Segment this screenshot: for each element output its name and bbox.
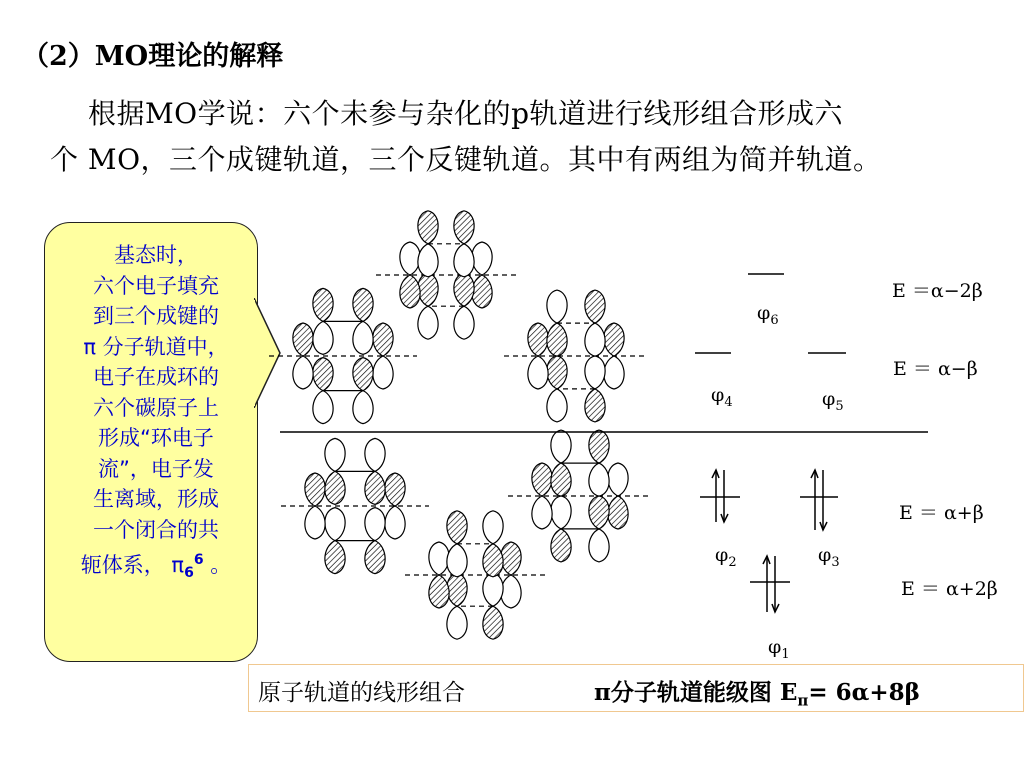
p-orbital-lobe — [589, 463, 609, 496]
mo-drawings — [269, 211, 652, 639]
p-orbital-lobe — [589, 529, 609, 562]
p-orbital-lobe — [353, 358, 373, 391]
p-orbital-lobe — [373, 356, 393, 389]
energy-label-antibonding: E ＝ α−β — [893, 358, 978, 380]
p-orbital-lobe — [293, 356, 313, 389]
callout-line: 六个碳原子上 — [93, 395, 219, 420]
callout-line: π 分子轨道中， — [83, 334, 229, 359]
p-orbital-lobe — [472, 275, 492, 308]
callout-line: 流”，电子发 — [98, 456, 214, 481]
p-orbital-lobe — [454, 306, 474, 339]
p-orbital-lobe — [501, 575, 521, 608]
mo-phi3-ring — [504, 290, 648, 422]
phi6-label: $\varphi_6$ — [757, 302, 779, 328]
caption-left: 原子轨道的线形组合 — [258, 680, 465, 706]
p-orbital-lobe — [418, 273, 438, 306]
p-orbital-lobe — [585, 290, 605, 323]
p-orbital-lobe — [551, 463, 571, 496]
electron-pair-phi2 — [712, 470, 728, 522]
p-orbital-lobe — [325, 438, 345, 471]
p-orbital-lobe — [365, 438, 385, 471]
p-orbital-lobe — [483, 544, 503, 577]
p-orbital-lobe — [551, 529, 571, 562]
callout-line: 六个电子填充 — [93, 273, 219, 298]
callout-line: 电子在成环的 — [93, 365, 219, 389]
p-orbital-lobe — [447, 544, 467, 577]
p-orbital-lobe — [353, 391, 373, 424]
p-orbital-lobe — [551, 430, 571, 463]
phi4-label: $\varphi_4$ — [711, 384, 733, 410]
pi-subscript: 6 — [184, 565, 194, 582]
p-orbital-lobe — [472, 242, 492, 275]
p-orbital-lobe — [313, 358, 333, 391]
p-orbital-lobe — [385, 473, 405, 506]
p-orbital-lobe — [589, 430, 609, 463]
p-orbital-lobe — [447, 573, 467, 606]
caption-right: π分子轨道能级图 $E_\pi= 6\alpha+8\beta$ — [594, 679, 920, 710]
phi3-label: $\varphi_3$ — [818, 544, 840, 570]
pi-symbol: π — [171, 553, 185, 577]
p-orbital-lobe — [365, 471, 385, 504]
p-orbital-lobe — [313, 288, 333, 321]
p-orbital-lobe — [418, 244, 438, 277]
phi2-label: $\varphi_2$ — [715, 544, 737, 570]
p-orbital-lobe — [418, 211, 438, 244]
p-orbital-lobe — [400, 242, 420, 275]
p-orbital-lobe — [551, 496, 571, 529]
mo-phi2-ring — [376, 211, 516, 339]
p-orbital-lobe — [325, 471, 345, 504]
p-orbital-lobe — [589, 496, 609, 529]
p-orbital-lobe — [365, 508, 385, 541]
p-orbital-lobe — [528, 323, 548, 356]
p-orbital-lobe — [373, 323, 393, 356]
p-orbital-lobe — [604, 323, 624, 356]
p-orbital-lobe — [447, 511, 467, 544]
callout-line: 到三个成键的 — [93, 304, 219, 328]
callout-end-mark: 。 — [210, 553, 232, 577]
p-orbital-lobe — [429, 575, 449, 608]
p-orbital-lobe — [454, 244, 474, 277]
energy-label-antibonding-high: E ＝α−2β — [892, 280, 983, 302]
paragraph-line-2: 个 MO，三个成键轨道，三个反键轨道。其中有两组为简并轨道。 — [50, 143, 882, 176]
p-orbital-lobe — [353, 288, 373, 321]
p-orbital-lobe — [528, 356, 548, 389]
energy-label-bonding: E ＝ α+β — [899, 502, 984, 524]
p-orbital-lobe — [483, 606, 503, 639]
mo-phi4-ring — [281, 438, 429, 573]
p-orbital-lobe — [585, 389, 605, 422]
p-orbital-lobe — [313, 321, 333, 354]
p-orbital-lobe — [501, 542, 521, 575]
p-orbital-lobe — [454, 273, 474, 306]
p-orbital-lobe — [353, 321, 373, 354]
p-orbital-lobe — [447, 606, 467, 639]
p-orbital-lobe — [429, 542, 449, 575]
p-orbital-lobe — [483, 511, 503, 544]
p-orbital-lobe — [325, 508, 345, 541]
p-orbital-lobe — [418, 306, 438, 339]
p-orbital-lobe — [608, 463, 628, 496]
p-orbital-lobe — [325, 541, 345, 574]
p-orbital-lobe — [454, 211, 474, 244]
section-heading: （2）MO理论的解释 — [22, 41, 284, 72]
p-orbital-lobe — [532, 496, 552, 529]
electron-pair-phi1 — [763, 556, 779, 612]
mo-phi1-ring — [269, 288, 417, 423]
paragraph-line-1: 根据MO学说：六个未参与杂化的p轨道进行线形组合形成六 — [88, 97, 844, 130]
p-orbital-lobe — [547, 389, 567, 422]
callout-last-text: 轭体系， — [80, 553, 165, 577]
phi1-label: $\varphi_1$ — [768, 636, 790, 662]
energy-label-bonding-low: E ＝ α+2β — [901, 578, 998, 600]
phi5-label: $\varphi_5$ — [822, 388, 844, 414]
p-orbital-lobe — [313, 391, 333, 424]
callout-line: 一个闭合的共 — [93, 517, 219, 542]
p-orbital-lobe — [547, 356, 567, 389]
p-orbital-lobe — [547, 323, 567, 356]
p-orbital-lobe — [585, 323, 605, 356]
p-orbital-lobe — [604, 356, 624, 389]
p-orbital-lobe — [305, 506, 325, 539]
mo-phi6-ring — [405, 511, 545, 639]
p-orbital-lobe — [305, 473, 325, 506]
p-orbital-lobe — [400, 275, 420, 308]
p-orbital-lobe — [483, 573, 503, 606]
callout-line: 生离域，形成 — [93, 487, 219, 511]
p-orbital-lobe — [365, 541, 385, 574]
pi-superscript: 6 — [193, 552, 204, 568]
p-orbital-lobe — [385, 506, 405, 539]
p-orbital-lobe — [585, 356, 605, 389]
callout-line: 基态时， — [114, 243, 198, 267]
mo-phi5-ring — [508, 430, 652, 562]
p-orbital-lobe — [547, 290, 567, 323]
p-orbital-lobe — [608, 496, 628, 529]
electron-pair-phi3 — [811, 470, 827, 530]
p-orbital-lobe — [293, 323, 313, 356]
p-orbital-lobe — [532, 463, 552, 496]
callout-line: 形成“环电子 — [98, 426, 214, 450]
